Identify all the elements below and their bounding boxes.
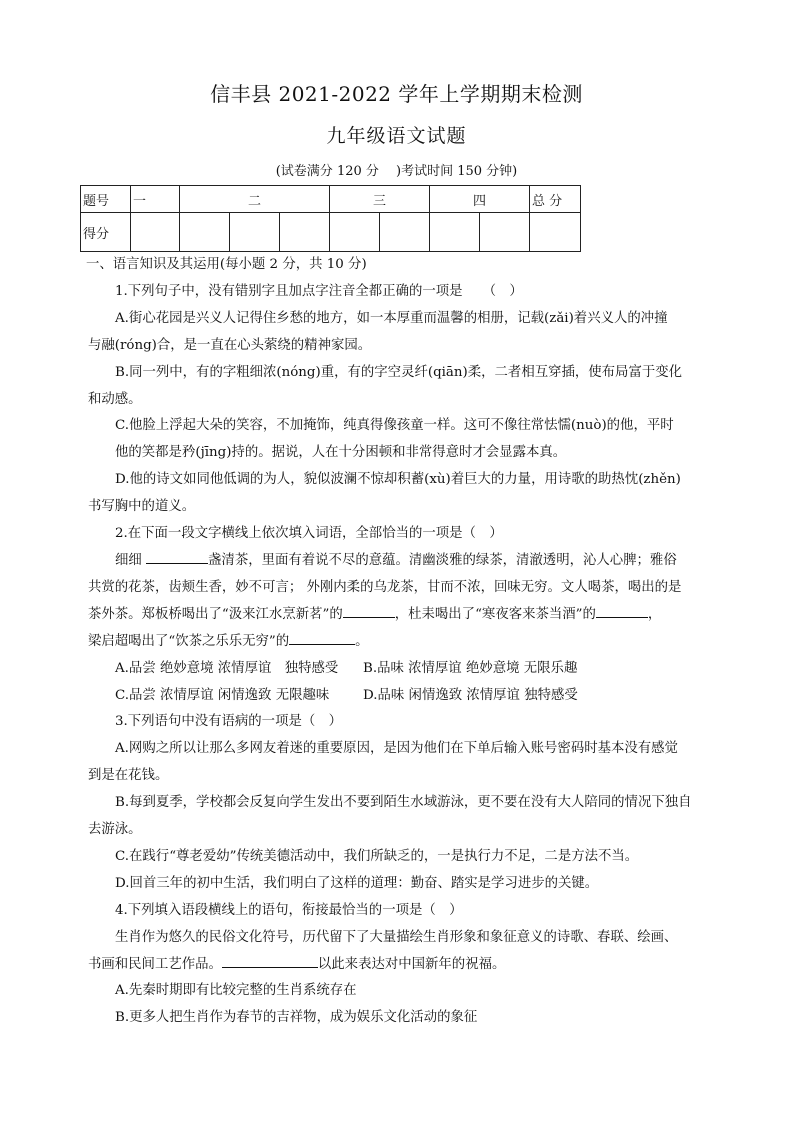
q4-passage-line-1: 生肖作为悠久的民俗文化符号，历代留下了大量描绘生肖形象和象征意义的诗歌、春联、绘画、 xyxy=(115,929,678,945)
q2-passage-line-4 xyxy=(88,629,708,656)
q1-option-a: A.街心花园是兴义人记得住乡愁的地方，如一本厚重而温馨的相册，记载(zǎi)着兴义人的冲撞 xyxy=(115,310,668,326)
score-cell[interactable] xyxy=(330,213,380,252)
q3-option-a: A.网购之所以让那么多网友着迷的重要原因，是因为他们在下单后输入账号密码时基本没有感觉 xyxy=(115,741,678,757)
q2-text: 。 xyxy=(355,633,369,649)
score-table xyxy=(80,185,581,252)
score-cell[interactable] xyxy=(280,213,330,252)
fill-blank-3[interactable] xyxy=(596,603,648,618)
question-4-stem: 4.下列填入语段横线上的语句，衔接最恰当的一项是（ ） xyxy=(115,902,463,918)
q4-passage-line-2 xyxy=(88,952,708,979)
q2-text: 盏清茶，里面有着说不尽的意蕴。清幽淡雅的绿茶，清澈透明，沁人心脾；雅俗 xyxy=(208,552,677,568)
q1-option-c-cont: 他的笑都是矜(jīng)持的。据说，人在十分困顿和非常得意时才会显露本真。 xyxy=(115,445,567,461)
q2-passage-line-3 xyxy=(88,602,708,629)
question-2-stem: 2.在下面一段文字横线上依次填入词语，全部恰当的一项是（ ） xyxy=(115,526,503,542)
q2-passage-line-2: 共赏的花茶，齿颊生香，妙不可言； 外刚内柔的乌龙茶，甘而不浓，回味无穷。文人喝茶，喝出的是 xyxy=(88,579,682,595)
score-cell[interactable] xyxy=(430,213,480,252)
score-table-col-total: 总 分 xyxy=(530,186,581,213)
q2-text: ， xyxy=(647,606,662,622)
q3-option-b: B.每到夏季，学校都会反复向学生发出不要到陌生水域游泳，更不要在没有大人陪同的情况下独自 xyxy=(115,795,692,811)
q1-option-d: D.他的诗文如同他低调的为人，貌似波澜不惊却积蓄(xù)着巨大的力量，用诗歌的助热忱(zhěn) xyxy=(115,472,681,488)
q2-option-c: C.品尝 浓情厚谊 闲情逸致 无限趣味 xyxy=(115,687,330,703)
exam-content xyxy=(88,252,708,1032)
q2-text: 茶外茶。郑板桥喝出了“汲来江水烹新茗”的 xyxy=(88,606,343,622)
fill-blank-4[interactable] xyxy=(289,630,355,645)
q1-option-d-cont: 书写胸中的道义。 xyxy=(88,499,196,515)
q2-text: ，杜耒喝出了“寒夜客来茶当酒”的 xyxy=(394,606,596,622)
fill-blank-2[interactable] xyxy=(343,603,395,618)
q2-option-a: A.品尝 绝妙意境 浓情厚谊 独特感受 xyxy=(115,660,339,676)
score-cell[interactable] xyxy=(180,213,230,252)
score-table-col-4: 四 xyxy=(430,186,530,213)
q4-option-a: A.先秦时期即有比较完整的生肖系统存在 xyxy=(115,983,357,999)
fill-blank-5[interactable] xyxy=(222,953,318,968)
q2-text: 细细 xyxy=(115,552,142,568)
q1-option-b-cont: 和动感。 xyxy=(88,391,142,407)
exam-subtitle: 九年级语文试题 xyxy=(326,125,467,147)
q2-options-row-2 xyxy=(88,683,708,710)
exam-info: (试卷满分 120 分 )考试时间 150 分钟) xyxy=(275,164,518,179)
score-table-header-row xyxy=(81,186,581,213)
q4-text: 书画和民间工艺作品。 xyxy=(88,956,222,972)
score-table-col-3: 三 xyxy=(330,186,430,213)
q4-option-b: B.更多人把生肖作为春节的吉祥物，成为娱乐文化活动的象征 xyxy=(115,1010,478,1026)
q2-passage-line-1 xyxy=(88,548,708,575)
q3-option-a-cont: 到是在花钱。 xyxy=(88,768,169,784)
q1-option-c: C.他脸上浮起大朵的笑容，不加掩饰，纯真得像孩童一样。这可不像往常怯懦(nuò)的他，平时 xyxy=(115,418,674,434)
score-table-label-number: 题号 xyxy=(81,186,131,213)
score-cell[interactable] xyxy=(480,213,530,252)
question-1-stem: 1.下列句子中，没有错别字且加点字注音全都正确的一项是 （ ） xyxy=(115,283,523,299)
q2-option-d: D.品味 闲情逸致 浓情厚谊 独特感受 xyxy=(363,687,578,703)
score-table-label-score: 得分 xyxy=(81,213,131,252)
fill-blank-1[interactable] xyxy=(146,549,208,564)
q1-option-b: B.同一列中，有的字粗细浓(nóng)重，有的字空灵纤(qiān)柔，二者相互穿插，使布局富于变化 xyxy=(115,364,683,380)
q4-text: 以此来表达对中国新年的祝福。 xyxy=(317,956,506,972)
score-cell[interactable] xyxy=(230,213,280,252)
q2-option-b: B.品味 浓情厚谊 绝妙意境 无限乐趣 xyxy=(363,660,578,676)
score-cell[interactable] xyxy=(380,213,430,252)
section-heading: 一、语言知识及其运用(每小题 2 分，共 10 分) xyxy=(86,257,367,272)
score-cell[interactable] xyxy=(530,213,581,252)
score-table-col-1: 一 xyxy=(131,186,180,213)
q3-option-b-cont: 去游泳。 xyxy=(88,822,142,838)
q3-option-d: D.回首三年的初中生活，我们明白了这样的道理：勤奋、踏实是学习进步的关键。 xyxy=(115,875,599,891)
q2-text: 梁启超喝出了“饮茶之乐乐无穷”的 xyxy=(88,633,290,649)
exam-title: 信丰县 2021-2022 学年上学期期末检测 xyxy=(210,82,583,106)
q3-option-c: C.在践行“尊老爱幼”传统美德活动中，我们所缺乏的，一是执行力不足，二是方法不当。 xyxy=(115,848,639,864)
q2-options-row-1 xyxy=(88,656,708,683)
score-table-col-2: 二 xyxy=(180,186,330,213)
q1-option-a-cont: 与融(róng)合，是一直在心头萦绕的精神家园。 xyxy=(88,337,372,353)
score-cell[interactable] xyxy=(131,213,180,252)
question-3-stem: 3.下列语句中没有语病的一项是（ ） xyxy=(115,714,343,730)
score-table-score-row xyxy=(81,213,581,252)
